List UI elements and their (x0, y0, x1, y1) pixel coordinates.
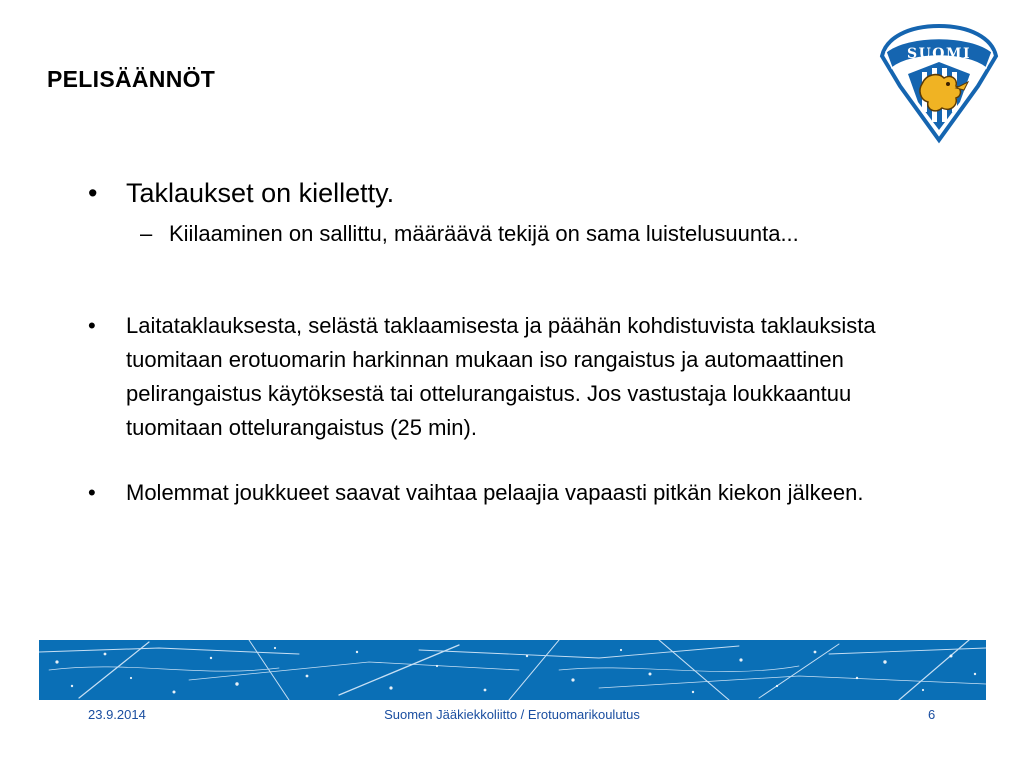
footer-date: 23.9.2014 (88, 707, 146, 722)
sub-bullet-text: Kiilaaminen on sallittu, määräävä tekijä on sama luistelusuunta... (169, 221, 799, 246)
slide-title: PELISÄÄNNÖT (47, 66, 216, 92)
finland-hockey-logo (878, 22, 1000, 144)
footer-page-number: 6 (928, 707, 936, 722)
bullet-item (88, 476, 948, 509)
sub-bullet-item (140, 219, 809, 249)
bullet-text: Laitataklauksesta, selästä taklaamisesta ja päähän kohdistuvista taklauksista tuomitaan erotuomarin harkinnan mukaan iso rangaistus ja automaattinen pelirangaistus käytöksestä tai ottelurangaistus. Jos vastustaja loukkaantuu tuomitaan ottelurangaistus (25 min). (126, 313, 876, 440)
bullet-marker: • (88, 480, 96, 505)
bullet-marker: • (88, 313, 96, 338)
bullet-marker: • (88, 178, 98, 208)
bullet-item (88, 176, 948, 210)
ice-scratch-texture (39, 640, 986, 700)
slide-body (88, 176, 948, 509)
logo-text: SUOMI (906, 46, 972, 62)
bullet-text: Taklaukset on kielletty. (126, 178, 395, 208)
footer-organization: Suomen Jääkiekkoliitto / Erotuomarikoulutus (384, 707, 640, 722)
bullet-item (88, 309, 948, 445)
sub-bullet-marker: – (140, 221, 153, 246)
bullet-text: Molemmat joukkueet saavat vaihtaa pelaajia vapaasti pitkän kiekon jälkeen. (126, 480, 864, 505)
ice-texture-banner (39, 640, 986, 700)
